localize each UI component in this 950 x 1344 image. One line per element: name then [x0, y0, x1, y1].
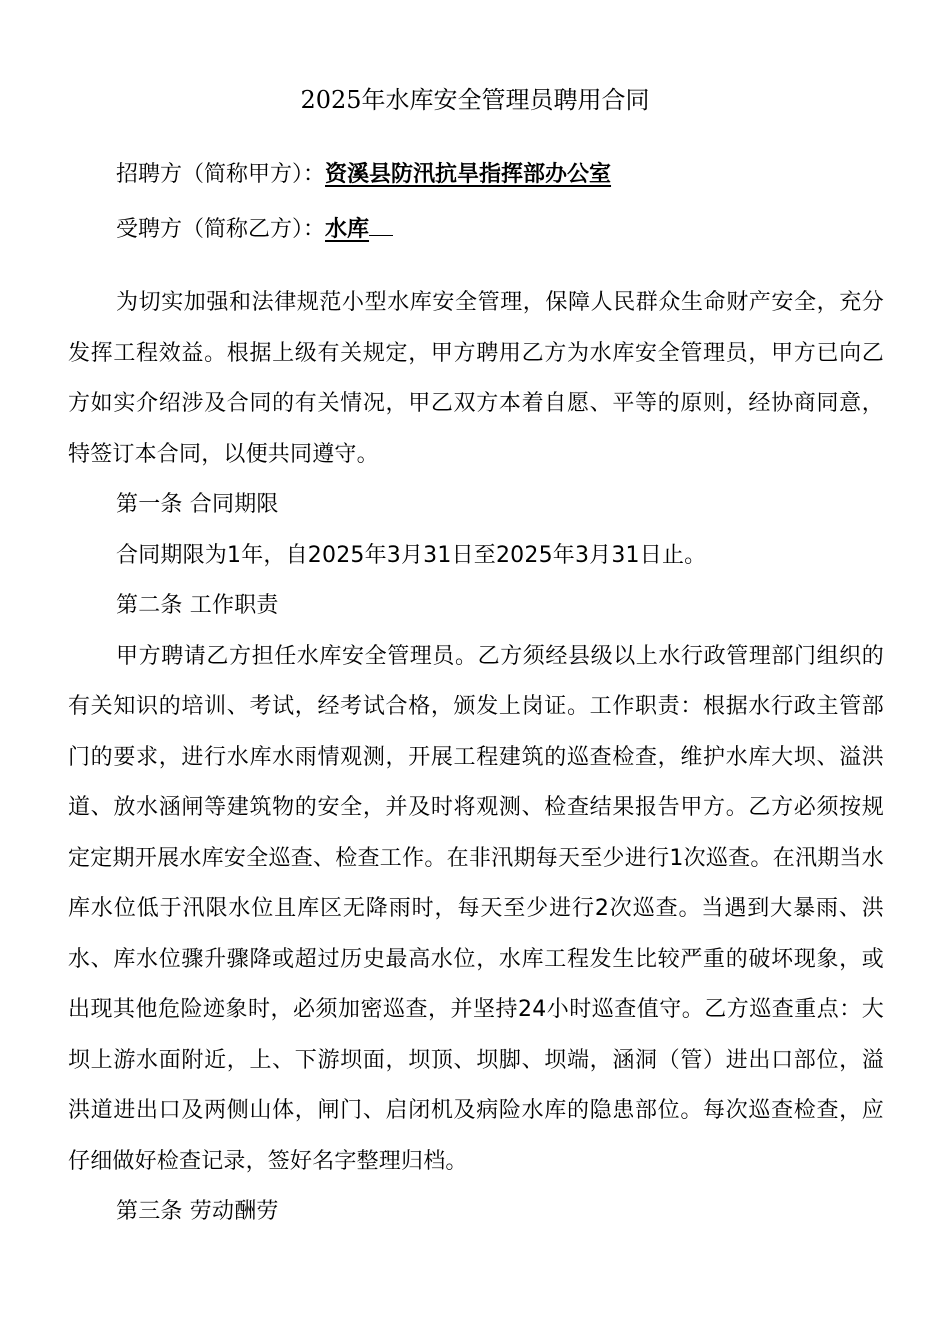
article-3-heading: 第三条 劳动酬劳 — [116, 1199, 279, 1224]
article-1-paragraph: 合同期限为1年，自2025年3月31日至2025年3月31日止。 — [116, 542, 707, 568]
employee-name: 水库 — [325, 217, 370, 242]
employer-name: 资溪县防汛抗旱指挥部办公室 — [325, 162, 612, 187]
employer-line — [116, 158, 611, 192]
article-2-heading: 第二条 工作职责 — [116, 593, 279, 618]
employee-label: 受聘方（简称乙方）： — [116, 217, 326, 242]
article-2-paragraph: 甲方聘请乙方担任水库安全管理员。乙方须经县级以上水行政管理部门组织的有关知识的培训、考试，经考试合格，颁发上岗证。工作职责：根据水行政主管部门的要求，进行水库水雨情观测，开展工程建筑的巡查检查，维护水库大坝、溢洪道、放水涵闸等建筑物的安全，并及时将观测、检查结果报告甲方。乙方必须按规定定期开展水库安全巡查、检查工作。在非汛期每天至少进行1次巡查。在汛期当水库水位低于汛限水位且库区无降雨时，每天至少进行2次巡查。当遇到大暴雨、洪水、库水位骤升骤降或超过历史最高水位，水库工程发生比较严重的破坏现象，或出现其他危险迹象时，必须加密巡查，并坚持24小时巡查值守。乙方巡查重点：大坝上游水面附近，上、下游坝面，坝顶、坝脚、坝端，涵洞（管）进出口部位，溢洪道进出口及两侧山体，闸门、启闭机及病险水库的隐患部位。每次巡查检查，应仔细做好检查记录，签好名字整理归档。 — [68, 643, 884, 1174]
preamble-paragraph: 为切实加强和法律规范小型水库安全管理，保障人民群众生命财产安全，充分发挥工程效益。根据上级有关规定，甲方聘用乙方为水库安全管理员，甲方已向乙方如实介绍涉及合同的有关情况，甲乙双方本着自愿、平等的原则，经协商同意，特签订本合同，以便共同遵守。 — [68, 290, 884, 467]
contract-body — [68, 278, 884, 1238]
article-1-heading: 第一条 合同期限 — [116, 492, 279, 517]
document-title: 2025年水库安全管理员聘用合同 — [300, 86, 650, 114]
employer-label: 招聘方（简称甲方）： — [116, 162, 326, 187]
employee-name-blank — [369, 209, 393, 236]
employee-line — [116, 209, 393, 247]
